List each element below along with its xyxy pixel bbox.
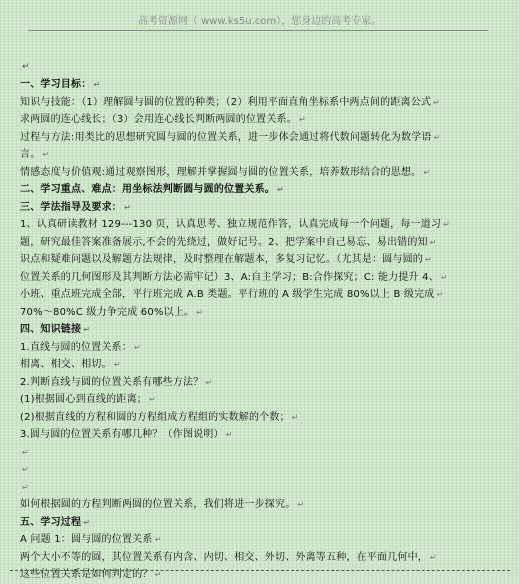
line-text: (2)根据直线的方程和圆的方程组成方程组的实数解的个数；	[20, 411, 290, 423]
line-text: 相离、相交、相切。	[20, 359, 112, 370]
paragraph-mark-icon: ↵	[423, 167, 431, 177]
paragraph-mark-icon: ↵	[124, 202, 131, 212]
section-heading	[20, 514, 490, 532]
paragraph-mark-icon: ↵	[83, 517, 91, 527]
paragraph-mark-icon: ↵	[429, 237, 437, 247]
line-text: 小班、重点班完成全部，平行班完成 A.B 类题。平行班的 A 级学生完成 80%以上 B 级完成	[20, 289, 435, 300]
text-line	[20, 146, 490, 164]
line-text: 知识与技能：（1）理解圆与圆的位置的种类；（2）利用平面直角坐标系中两点间的距离公式	[20, 96, 432, 108]
page-break-line	[10, 570, 510, 571]
paragraph-mark-icon: ↵	[154, 570, 162, 579]
text-line	[20, 409, 490, 427]
paragraph-mark-icon: ↵	[297, 500, 305, 509]
text-line	[20, 286, 490, 304]
paragraph-mark-icon: ↵	[443, 220, 451, 229]
page-header: 高考资源网（ www.ks5u.com），您身边的高考专家。	[137, 16, 382, 27]
paragraph-mark-icon: ↵	[196, 307, 204, 317]
header-rule	[28, 30, 488, 31]
text-line	[20, 304, 490, 322]
text-line	[20, 216, 490, 234]
line-text: A 问题 1：圆与圆的位置关系	[20, 534, 153, 545]
paragraph-mark-icon: ↵	[440, 272, 448, 282]
text-line	[20, 234, 490, 252]
blank-line	[20, 444, 490, 462]
paragraph-mark-icon: ↵	[291, 412, 299, 422]
paragraph-mark-icon: ↵	[22, 465, 29, 474]
text-line	[20, 549, 490, 567]
text-line	[20, 339, 490, 357]
line-text: 这些位置关系是如何判定的？	[20, 569, 153, 580]
text-line	[20, 374, 490, 392]
paragraph-mark-icon: ↵	[22, 447, 29, 457]
paragraph-mark-icon: ↵	[22, 482, 29, 492]
line-text: 题，研究最佳答案准备展示,不会的先绕过，做好记号。2、把学案中自己易忘、易出错的知	[20, 236, 428, 248]
section-heading	[20, 181, 490, 199]
paragraph-mark-icon: ↵	[113, 360, 121, 369]
line-text: 五、学习过程	[20, 516, 82, 528]
paragraph-mark-icon: ↵	[277, 185, 284, 194]
section-heading	[20, 199, 490, 217]
document-body	[20, 76, 490, 584]
line-text: 两个大小不等的圆，其位置关系有内含、内切、相交、外切、外离等五种，在平面几何中，	[20, 551, 428, 563]
paragraph-mark-icon: ↵	[83, 325, 91, 334]
blank-line	[20, 479, 490, 497]
paragraph-mark-icon: ↵	[436, 290, 444, 299]
paragraph-mark-icon: ↵	[42, 150, 50, 159]
blank-line	[20, 461, 490, 479]
line-text: 1、认真研读教材 129---130 页，认真思考、独立规范作答，认真完成每一个问题，每一道习	[20, 219, 442, 230]
text-line	[20, 94, 490, 112]
paragraph-mark-icon: ↵	[425, 255, 432, 264]
paragraph-mark-icon: ↵	[154, 535, 162, 544]
text-line	[20, 531, 490, 549]
line-text: 1.直线与圆的位置关系：	[20, 341, 132, 353]
paragraph-mark-icon: ↵	[205, 377, 213, 387]
paragraph-mark-icon: ↵	[133, 342, 141, 352]
text-line	[20, 129, 490, 147]
text-line	[20, 391, 490, 409]
line-text: 三、学法指导及要求：	[20, 201, 122, 213]
line-text: 二、学习重点、难点：用坐标法判断圆与圆的位置关系。	[20, 184, 275, 195]
paragraph-mark-icon: ↵	[148, 395, 156, 404]
line-text: 情感态度与价值观:通过观察图形，理解并掌握圆与圆的位置关系，培养数形结合的思想。	[20, 166, 422, 178]
paragraph-mark-icon: ↵	[298, 115, 306, 124]
line-text: 过程与方法:用类比的思想研究圆与圆的位置关系，进一步体会通过将代数问题转化为数学语	[20, 131, 432, 143]
line-text: 70%～80%C 级力争完成 60%以上。	[20, 306, 195, 318]
line-text: 四、知识链接	[20, 324, 82, 335]
text-line	[20, 496, 490, 514]
text-line	[20, 426, 490, 444]
paragraph-mark-icon: ↵	[225, 430, 233, 439]
line-text: 言。	[20, 149, 41, 160]
text-line	[20, 111, 490, 129]
section-heading	[20, 76, 490, 94]
line-text: 一、学习目标：	[20, 79, 92, 90]
text-line	[20, 356, 490, 374]
paragraph-mark-icon: ↵	[93, 80, 101, 89]
line-text: 3.圆与圆的位置关系有哪几种？（作图说明）	[20, 429, 224, 440]
line-text: 2.判断直线与圆的位置关系有哪些方法？	[20, 376, 204, 388]
line-text: 如何根据圆的方程判断两圆的位置关系，我们将进一步探究。	[20, 499, 296, 510]
line-text: 位置关系的几何图形及其判断方法必需牢记）3、A:自主学习；B:合作探究；C: 能力提升 4、	[20, 271, 439, 283]
text-line	[20, 269, 490, 287]
section-heading	[20, 321, 490, 339]
line-text: 求两圆的连心线长；（3）会用连心线长判断两圆的位置关系。	[20, 114, 297, 125]
paragraph-mark-icon: ↵	[433, 132, 441, 142]
text-line	[20, 164, 490, 182]
paragraph-mark-icon: ↵	[430, 552, 437, 562]
text-line	[20, 251, 490, 269]
paragraph-mark-icon: ↵	[22, 62, 30, 72]
paragraph-mark-icon: ↵	[433, 97, 441, 107]
line-text: 识点和疑难问题以及解题方法规律，及时整理在解题本，多复习记忆。（尤其是：圆与圆的	[20, 254, 423, 265]
line-text: (1)根据圆心到直线的距离；	[20, 394, 147, 405]
